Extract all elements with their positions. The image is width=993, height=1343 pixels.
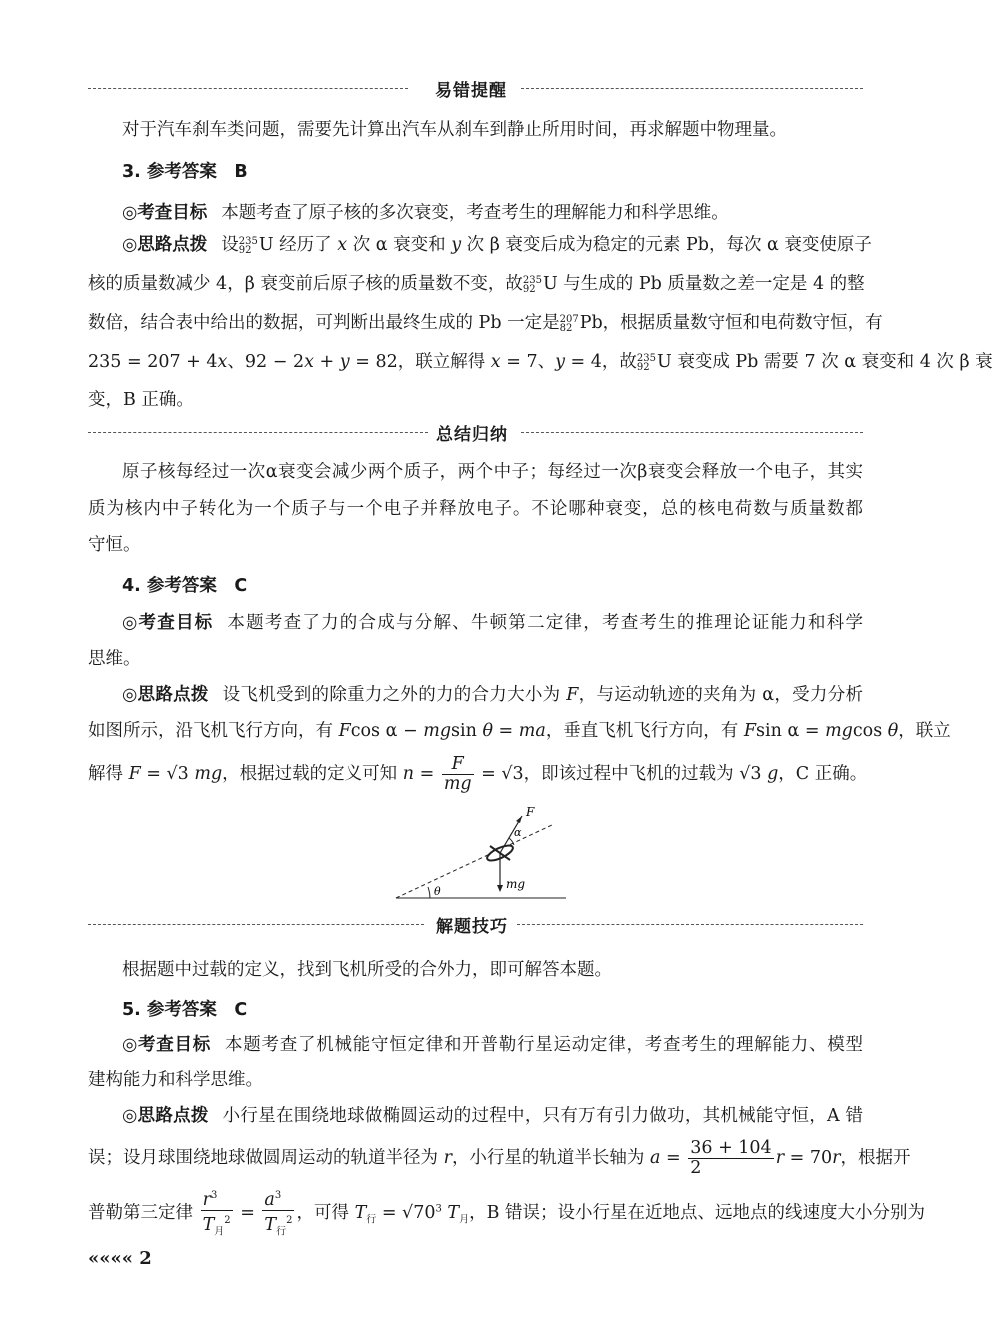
goal-5-line-2: 建构能力和科学思维。 <box>88 1070 263 1090</box>
goal-text: 本题考查了机械能守恒定律和开普勒行星运动定律，考查考生的理解能力、模型 <box>225 1035 863 1055</box>
goal-text: 本题考查了力的合成与分解、牛顿第二定律，考查考生的推理论证能力和科学 <box>227 613 863 633</box>
hint-3-line-5: 变，B 正确。 <box>88 390 194 410</box>
hint-3-line-1: ◎思路点拨 设 235 92 U 经历了 x 次 α 衰变和 y 次 β 衰变后成为稳定的元素 Pb，每次 α 衰变使原子 <box>122 235 872 256</box>
goal-4-line-2: 思维。 <box>88 649 141 669</box>
label-theta: θ <box>434 885 441 898</box>
section-title: 总结归纳 <box>432 420 512 445</box>
label-f: F <box>526 805 535 819</box>
label-mg: mg <box>506 877 526 891</box>
hint-5-line-2: 误；设月球围绕地球做圆周运动的轨道半径为 r，小行星的轨道半长轴为 a = $\frac{36 + 104}{2}$ r = 70r，根据开 <box>88 1138 911 1178</box>
paragraph-tips: 根据题中过载的定义，找到飞机所受的合外力，即可解答本题。 <box>122 960 612 980</box>
divider <box>88 432 428 433</box>
force-diagram <box>390 802 570 904</box>
hint-3-line-4: 235 = 207 + 4x、92 − 2x + y = 82，联立解得 x = 7、y = 4，故 235 92 U 衰变成 Pb 需要 7 次 α 衰变和 4 次 β 衰 <box>88 352 993 373</box>
goal-tag: ◎考查目标 <box>122 613 214 633</box>
divider <box>521 88 863 89</box>
section-title: 易错提醒 <box>431 76 511 101</box>
label-alpha: α <box>514 826 522 839</box>
arrowhead-icon <box>516 816 522 823</box>
section-title: 解题技巧 <box>432 912 512 937</box>
hint-3-line-3: 数倍，结合表中给出的数据，可判断出最终生成的 Pb 一定是 207 82 Pb，根据质量数守恒和电荷数守恒，有 <box>88 313 883 334</box>
hint-tag: ◎思路点拨 <box>122 235 208 255</box>
divider <box>521 432 863 433</box>
goal-text: 本题考查了原子核的多次衰变，考查考生的理解能力和科学思维。 <box>221 203 729 223</box>
hint-3-line-2: 核的质量数减少 4，β 衰变前后原子核的质量数不变，故 235 92 U 与生成的 Pb 质量数之差一定是 4 的整 <box>88 274 865 295</box>
hint-4-line-1: ◎思路点拨 设飞机受到的除重力之外的力的合力大小为 F，与运动轨迹的夹角为 α，受力分析 <box>122 685 863 705</box>
answer-title-4: 4. 参考答案 C <box>122 576 248 596</box>
hint-tag: ◎思路点拨 <box>122 1106 209 1126</box>
theta-arc <box>428 887 430 898</box>
divider <box>517 924 863 925</box>
summary-line-3: 守恒。 <box>88 535 141 555</box>
hint-5-line-3: 普勒第三定律 $\frac{r^3}{T_月^2}$ = $\frac{a^3}{T_行^2}$ ，可得 $T_行 = √70^3$ $T_月$，B 错误；设小行星在近地点、远地点的线速度大小分别为 <box>88 1186 863 1243</box>
section-header-mistake-alert <box>88 76 863 100</box>
goal-5-line-1 <box>122 1033 863 1057</box>
hint-tag: ◎思路点拨 <box>122 685 209 705</box>
divider <box>88 88 408 89</box>
summary-line-1: 原子核每经过一次α衰变会减少两个质子，两个中子；每经过一次β衰变会释放一个电子，其实 <box>122 462 863 482</box>
flight-path-line <box>396 824 554 898</box>
arrowhead-icon <box>497 885 503 892</box>
hint-5-line-1: ◎思路点拨 小行星在围绕地球做椭圆运动的过程中，只有万有引力做功，其机械能守恒，A 错 <box>122 1106 863 1126</box>
goal-tag: ◎考查目标 <box>122 203 208 223</box>
answer-title-3: 3. 参考答案 B <box>122 162 248 182</box>
section-header-tips <box>88 912 863 936</box>
goal-4-line-1 <box>122 611 863 635</box>
page-number: «««« 2 <box>88 1248 152 1269</box>
goal-tag: ◎考查目标 <box>122 1035 212 1055</box>
section-header-summary <box>88 420 863 444</box>
hint-4-line-2: 如图所示，沿飞机飞行方向，有 Fcos α − mgsin θ = ma，垂直飞机飞行方向，有 Fsin α = mgcos θ，联立 <box>88 721 951 741</box>
hint-4-line-3: 解得 F = √3 mg，根据过载的定义可知 n = $\frac{F}{mg}$ = √3，即该过程中飞机的过载为 √3 g，C 正确。 <box>88 754 868 794</box>
summary-line-2: 质为核内中子转化为一个质子与一个电子并释放电子。不论哪种衰变，总的核电荷数与质量数都 <box>88 499 863 519</box>
answer-title-5: 5. 参考答案 C <box>122 1000 248 1020</box>
goal-3 <box>122 201 729 225</box>
divider <box>88 924 424 925</box>
paragraph-mistake-alert: 对于汽车刹车类问题，需要先计算出汽车从刹车到静止所用时间，再求解题中物理量。 <box>122 120 787 140</box>
